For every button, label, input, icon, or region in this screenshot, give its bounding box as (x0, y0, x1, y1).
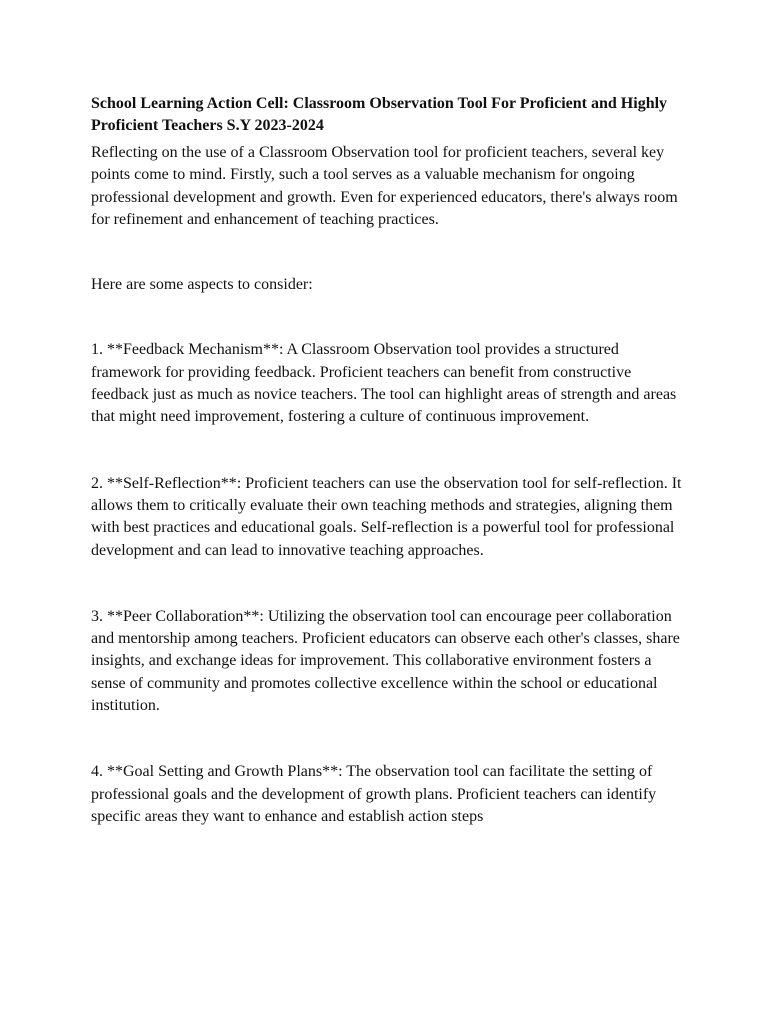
feedback-mechanism-paragraph: 1. **Feedback Mechanism**: A Classroom Observation tool provides a structured framework for providing feedback. Proficient teachers can benefit from constructive feedback just as much as novice teachers. The tool can highlight areas of strength and areas that might need improvement, fostering a culture of continuous improvement. (91, 341, 677, 426)
intro-paragraph: Reflecting on the use of a Classroom Observation tool for proficient teachers, several key points come to mind. Firstly, such a tool serves as a valuable mechanism for ongoing professional development and growth. Even for experienced educators, there's always room for refinement and enhancement of teaching practices. (91, 144, 678, 228)
document-page (91, 93, 686, 828)
document-title: School Learning Action Cell: Classroom Observation Tool For Proficient and Highly Proficient Teachers S.Y 2023-2024 (91, 95, 668, 134)
goal-setting-paragraph: 4. **Goal Setting and Growth Plans**: The observation tool can facilitate the setting of professional goals and the development of growth plans. Proficient teachers can identify specific areas they want to enhance and establish action steps (91, 763, 657, 825)
self-reflection-paragraph: 2. **Self-Reflection**: Proficient teachers can use the observation tool for self-reflection. It allows them to critically evaluate their own teaching methods and strategies, aligning them with best practices and educational goals. Self-reflection is a powerful tool for professional development and can lead to innovative teaching approaches. (91, 474, 682, 559)
aspects-intro-paragraph: Here are some aspects to consider: (91, 276, 313, 294)
peer-collaboration-paragraph: 3. **Peer Collaboration**: Utilizing the observation tool can encourage peer collaboration and mentorship among teachers. Proficient educators can observe each other's classes, share insights, and exchange ideas for improvement. This collaborative environment fosters a sense of community and promotes collective excellence within the school or educational institution. (91, 607, 680, 715)
